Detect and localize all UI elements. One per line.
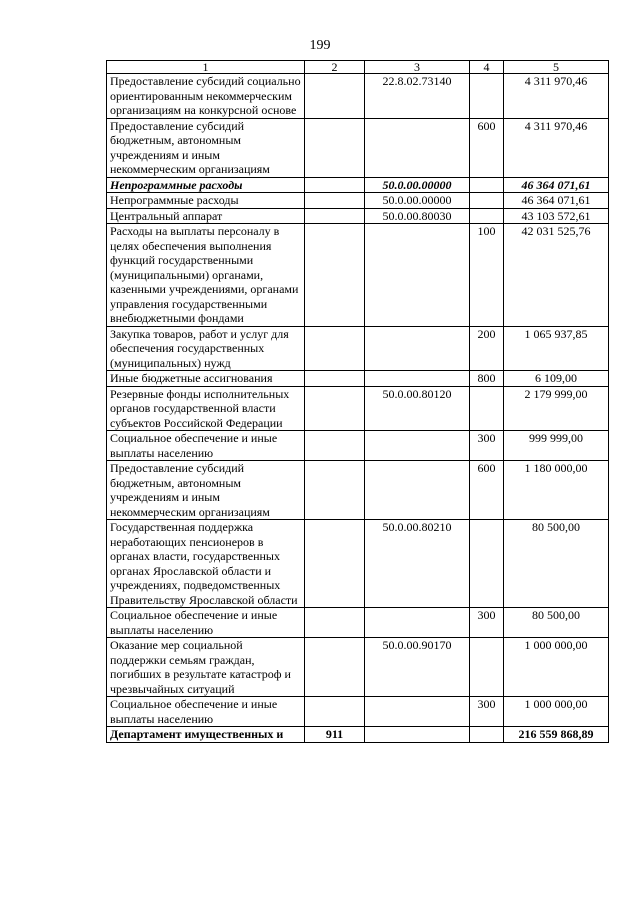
row-vr-cell: 600 — [470, 118, 504, 177]
row-sum-cell: 42 031 525,76 — [504, 224, 609, 327]
row-name-cell: Непрограммные расходы — [107, 193, 305, 209]
column-header: 3 — [365, 61, 470, 74]
table-row — [107, 697, 609, 727]
row-vr-cell: 300 — [470, 608, 504, 638]
row-name-cell: Оказание мер социальной поддержки семьям граждан, погибших в результате катастроф и чрезвычайных ситуаций — [107, 638, 305, 697]
table-row — [107, 193, 609, 209]
row-vr-cell — [470, 727, 504, 743]
row-ved-cell — [305, 371, 365, 387]
column-header: 4 — [470, 61, 504, 74]
row-name-cell: Центральный аппарат — [107, 208, 305, 224]
table-row — [107, 74, 609, 119]
row-ved-cell — [305, 697, 365, 727]
table-row — [107, 208, 609, 224]
row-sum-cell: 80 500,00 — [504, 608, 609, 638]
row-sum-cell: 46 364 071,61 — [504, 177, 609, 193]
table-row — [107, 461, 609, 520]
row-sum-cell: 999 999,00 — [504, 431, 609, 461]
row-csr-cell — [365, 727, 470, 743]
row-sum-cell: 1 000 000,00 — [504, 697, 609, 727]
row-ved-cell: 911 — [305, 727, 365, 743]
row-vr-cell — [470, 193, 504, 209]
table-row — [107, 371, 609, 387]
row-sum-cell: 1 000 000,00 — [504, 638, 609, 697]
row-ved-cell — [305, 177, 365, 193]
row-ved-cell — [305, 638, 365, 697]
row-csr-cell — [365, 224, 470, 327]
page-number: 199 — [309, 38, 331, 53]
row-csr-cell: 50.0.00.00000 — [365, 193, 470, 209]
table-row — [107, 224, 609, 327]
row-csr-cell — [365, 326, 470, 371]
row-ved-cell — [305, 461, 365, 520]
row-ved-cell — [305, 520, 365, 608]
row-csr-cell: 50.0.00.80210 — [365, 520, 470, 608]
row-sum-cell: 2 179 999,00 — [504, 386, 609, 431]
column-header: 2 — [305, 61, 365, 74]
table-row — [107, 727, 609, 743]
row-ved-cell — [305, 326, 365, 371]
table-row — [107, 177, 609, 193]
row-csr-cell — [365, 371, 470, 387]
row-name-cell: Социальное обеспечение и иные выплаты населению — [107, 431, 305, 461]
row-vr-cell: 300 — [470, 431, 504, 461]
row-csr-cell — [365, 118, 470, 177]
row-csr-cell: 50.0.00.00000 — [365, 177, 470, 193]
row-name-cell: Социальное обеспечение и иные выплаты населению — [107, 608, 305, 638]
row-name-cell: Предоставление субсидий социально ориентированным некоммерческим организациям на конкурсной основе — [107, 74, 305, 119]
row-name-cell: Иные бюджетные ассигнования — [107, 371, 305, 387]
table-row — [107, 118, 609, 177]
row-name-cell: Департамент имущественных и — [107, 727, 305, 743]
row-ved-cell — [305, 193, 365, 209]
row-ved-cell — [305, 608, 365, 638]
table-row — [107, 638, 609, 697]
row-name-cell: Резервные фонды исполнительных органов государственной власти субъектов Российской Федерации — [107, 386, 305, 431]
row-csr-cell: 50.0.00.90170 — [365, 638, 470, 697]
table-header-row — [107, 61, 609, 74]
row-ved-cell — [305, 118, 365, 177]
row-vr-cell: 300 — [470, 697, 504, 727]
table-row — [107, 386, 609, 431]
row-csr-cell — [365, 697, 470, 727]
row-vr-cell: 800 — [470, 371, 504, 387]
row-name-cell: Расходы на выплаты персоналу в целях обеспечения выполнения функций государственными (муниципальными) органами, казенными учреждениями, органами управления государственными внебюджетными фондами — [107, 224, 305, 327]
row-vr-cell: 200 — [470, 326, 504, 371]
row-name-cell: Государственная поддержка неработающих пенсионеров в органах власти, государственных органах Ярославской области и учреждениях, подведомственных Правительству Ярославской области — [107, 520, 305, 608]
row-name-cell: Предоставление субсидий бюджетным, автономным учреждениям и иным некоммерческим организациям — [107, 461, 305, 520]
row-vr-cell — [470, 520, 504, 608]
row-vr-cell — [470, 74, 504, 119]
row-name-cell: Закупка товаров, работ и услуг для обеспечения государственных (муниципальных) нужд — [107, 326, 305, 371]
row-sum-cell: 4 311 970,46 — [504, 118, 609, 177]
row-ved-cell — [305, 224, 365, 327]
table-row — [107, 326, 609, 371]
row-sum-cell: 216 559 868,89 — [504, 727, 609, 743]
row-ved-cell — [305, 74, 365, 119]
row-sum-cell: 1 180 000,00 — [504, 461, 609, 520]
row-vr-cell: 100 — [470, 224, 504, 327]
row-sum-cell: 4 311 970,46 — [504, 74, 609, 119]
table-row — [107, 520, 609, 608]
row-ved-cell — [305, 386, 365, 431]
row-sum-cell: 43 103 572,61 — [504, 208, 609, 224]
row-vr-cell: 600 — [470, 461, 504, 520]
row-vr-cell — [470, 386, 504, 431]
row-sum-cell: 1 065 937,85 — [504, 326, 609, 371]
row-name-cell: Социальное обеспечение и иные выплаты населению — [107, 697, 305, 727]
column-header: 1 — [107, 61, 305, 74]
row-vr-cell — [470, 208, 504, 224]
budget-table — [106, 60, 609, 743]
row-name-cell: Непрограммные расходы — [107, 177, 305, 193]
row-vr-cell — [470, 177, 504, 193]
row-csr-cell: 50.0.00.80030 — [365, 208, 470, 224]
row-csr-cell: 50.0.00.80120 — [365, 386, 470, 431]
row-sum-cell: 46 364 071,61 — [504, 193, 609, 209]
row-csr-cell — [365, 461, 470, 520]
row-csr-cell — [365, 608, 470, 638]
row-vr-cell — [470, 638, 504, 697]
row-csr-cell — [365, 431, 470, 461]
table-row — [107, 608, 609, 638]
row-sum-cell: 80 500,00 — [504, 520, 609, 608]
column-header: 5 — [504, 61, 609, 74]
row-csr-cell: 22.8.02.73140 — [365, 74, 470, 119]
table-row — [107, 431, 609, 461]
row-sum-cell: 6 109,00 — [504, 371, 609, 387]
row-name-cell: Предоставление субсидий бюджетным, автономным учреждениям и иным некоммерческим организациям — [107, 118, 305, 177]
row-ved-cell — [305, 208, 365, 224]
row-ved-cell — [305, 431, 365, 461]
